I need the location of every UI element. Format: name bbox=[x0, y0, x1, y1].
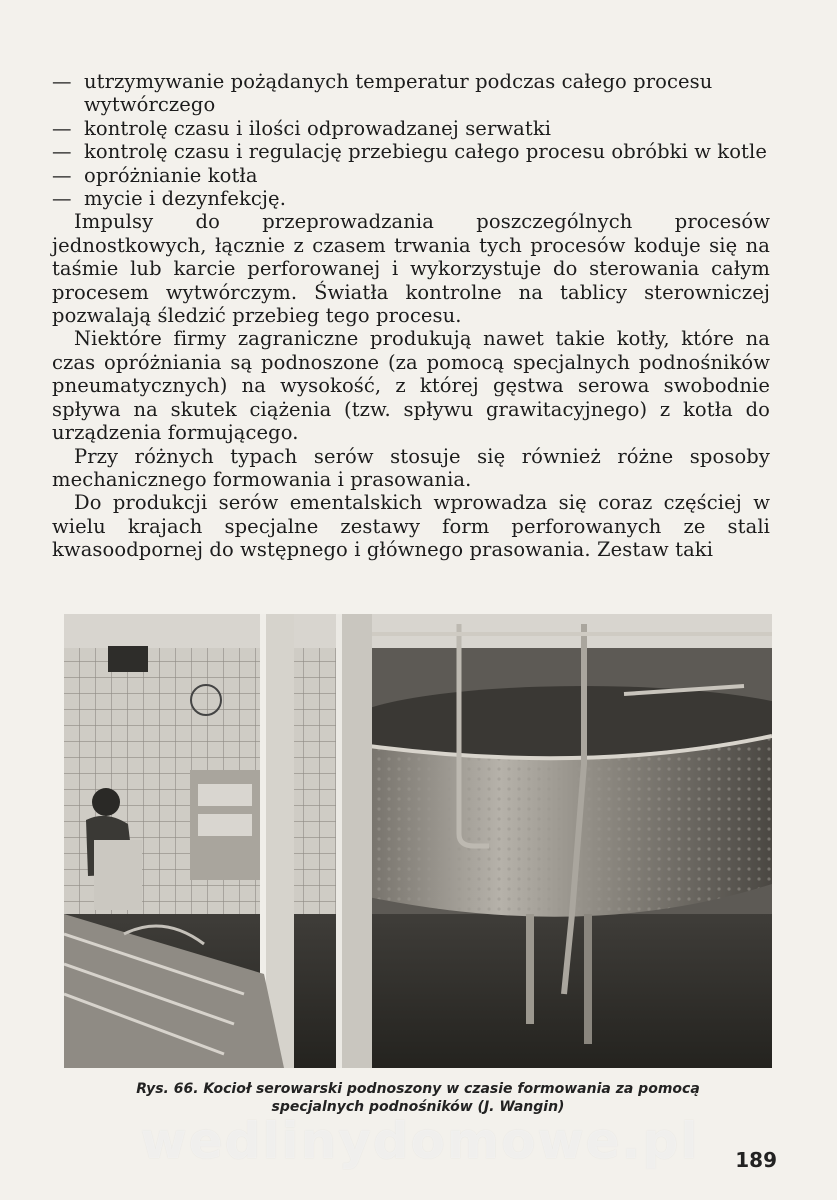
paragraph: Do produkcji serów ementalskich wprowadza się coraz częściej w wielu krajach specjalne zestawy form perforowanych ze stali kwasoodpornej do wstępnego i głównego prasowania. Zestaw taki bbox=[52, 491, 770, 562]
dash-marker: — bbox=[52, 140, 72, 164]
caption-line: Rys. 66. Kocioł serowarski podnoszony w czasie formowania za pomocą bbox=[136, 1081, 700, 1097]
paragraph: Impulsy do przeprowadzania poszczególnych procesów jednostkowych, łącznie z czasem trwania tych procesów koduje się na taśmie lub karcie perforowanej i wykorzystuje do sterowania całym procesem wytwórczym. Światła kontrolne na tablicy sterowniczej pozwalają śledzić przebieg tego procesu. bbox=[52, 210, 770, 328]
watermark: wedlinydomowe.pl bbox=[140, 1112, 700, 1170]
paragraph: Przy różnych typach serów stosuje się również różne sposoby mechanicznego formowania i prasowania. bbox=[52, 444, 770, 491]
list-item: — opróżnianie kotła bbox=[52, 163, 258, 187]
list-item: — kontrolę czasu i regulację przebiegu całego procesu obróbki w kotle bbox=[52, 140, 767, 164]
paragraph: Niektóre firmy zagraniczne produkują nawet takie kotły, które na czas opróżniania są podnoszone (za pomocą specjalnych podnośników pneumatycznych) na wysokość, z której gęstwa serowa swobodnie spływa na skutek ciążenia (tzw. spływu grawitacyjnego) z kotła do urządzenia formującego. bbox=[52, 327, 770, 445]
bullet-list bbox=[52, 70, 770, 210]
dash-marker: — bbox=[52, 163, 72, 187]
body-text bbox=[52, 70, 770, 562]
list-item: — mycie i dezynfekcję. bbox=[52, 187, 286, 211]
figure-caption bbox=[64, 1080, 772, 1116]
list-item: — utrzymywanie pożądanych temperatur podczas całego procesu wytwórczego bbox=[52, 70, 713, 117]
list-item: — kontrolę czasu i ilości odprowadzanej serwatki bbox=[52, 116, 552, 140]
photo-illustration bbox=[64, 614, 772, 1068]
dash-marker: — bbox=[52, 116, 72, 140]
page-number: 189 bbox=[735, 1148, 777, 1172]
caption-line: specjalnych podnośników (J. Wangin) bbox=[271, 1099, 565, 1115]
dash-marker: — bbox=[52, 187, 72, 211]
figure-photo-cheese-vat bbox=[64, 614, 772, 1068]
dash-marker: — bbox=[52, 70, 72, 93]
